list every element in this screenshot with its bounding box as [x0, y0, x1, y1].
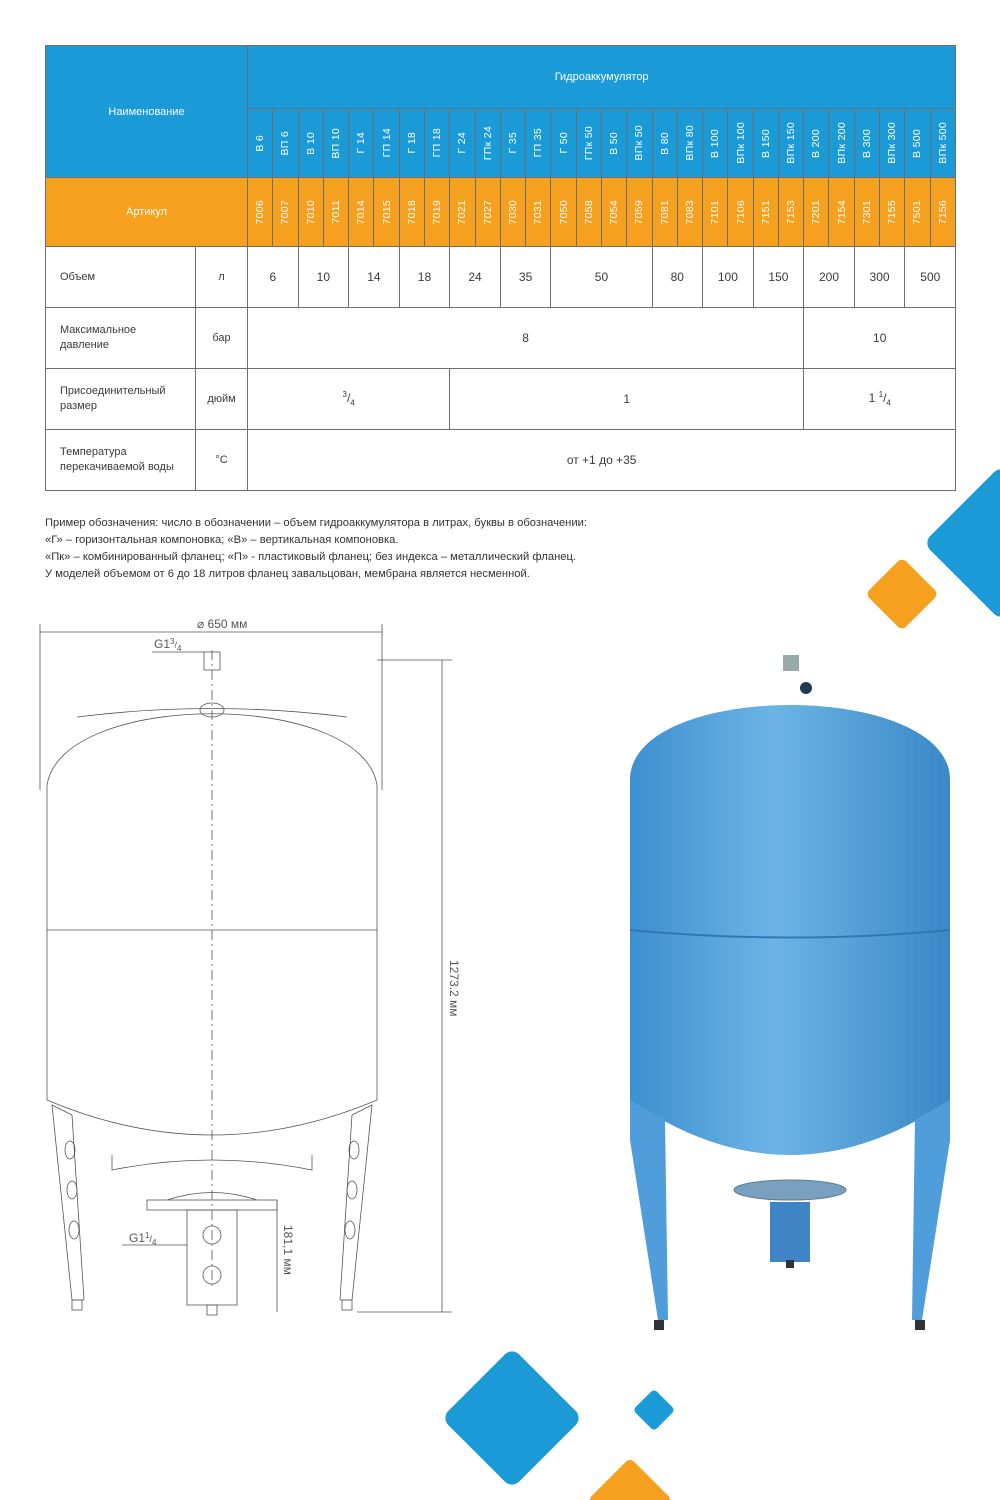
- model-label: В 200: [810, 128, 823, 158]
- model-label: В 50: [608, 131, 621, 155]
- connection-value: $^3/_4$: [248, 369, 450, 430]
- article-header: Артикул: [46, 178, 248, 247]
- temperature-unit: °C: [196, 430, 248, 491]
- connection-den: 4: [350, 398, 355, 408]
- article-label: 7154: [835, 199, 848, 225]
- top-thread-label: $G1^3_{/4}$: [154, 637, 182, 653]
- top-thread-num: 3: [170, 637, 175, 646]
- top-thread-main: G1: [154, 637, 171, 651]
- pressure-label-line-1: Максимальное: [60, 324, 137, 336]
- model-label: ВПк 80: [683, 125, 696, 161]
- diameter-label: ⌀ 650 мм: [197, 617, 248, 631]
- top-thread-den: 4: [176, 644, 182, 653]
- model-label: ГП 14: [380, 128, 393, 158]
- article-label: 7501: [911, 199, 924, 225]
- connection-unit: дюйм: [196, 369, 248, 430]
- bottom-flange: [734, 1180, 846, 1200]
- volume-value: 24: [450, 247, 501, 308]
- bottom-bracket: [770, 1202, 810, 1262]
- article-label: 7081: [658, 199, 671, 225]
- model-label: ГП 18: [431, 128, 444, 158]
- article-label: 7006: [254, 199, 267, 225]
- article-label: 7151: [759, 199, 772, 225]
- model-label: В 80: [658, 131, 671, 155]
- connection-num: 3: [342, 390, 347, 400]
- article-label: 7301: [860, 199, 873, 225]
- note-line: Пример обозначения: число в обозначении – объем гидроаккумулятора в литрах, буквы в обозначении:: [45, 517, 587, 529]
- volume-value: 200: [804, 247, 855, 308]
- article-label: 7153: [785, 199, 798, 225]
- tank-photo: [610, 640, 970, 1340]
- pressure-value: 8: [248, 308, 804, 369]
- model-label: ВПк 100: [734, 122, 747, 164]
- blue-diamond-bottom: [441, 1347, 582, 1488]
- group-header: Гидроаккумулятор: [248, 46, 956, 109]
- connection-whole: 1: [868, 391, 879, 406]
- height-label: 1273.2 мм: [447, 960, 461, 1017]
- bottom-thread-main: G1: [129, 1231, 146, 1245]
- volume-value: 35: [500, 247, 551, 308]
- pressure-unit: бар: [196, 308, 248, 369]
- article-label: 7059: [633, 199, 646, 225]
- volume-value: 10: [298, 247, 349, 308]
- connection-label-line-2: размер: [60, 400, 97, 412]
- volume-value: 500: [905, 247, 956, 308]
- article-label: 7018: [405, 199, 418, 225]
- temperature-value: от +1 до +35: [248, 430, 956, 491]
- technical-drawing: [22, 610, 472, 1330]
- pressure-value: 10: [804, 308, 956, 369]
- volume-value: 50: [551, 247, 652, 308]
- pressure-label-line-2: давление: [60, 339, 110, 351]
- model-label: В 300: [860, 128, 873, 158]
- temperature-label-line-2: перекачиваемой воды: [60, 461, 174, 473]
- model-label: ВПк 50: [633, 125, 646, 161]
- model-label: В 150: [759, 128, 772, 158]
- article-label: 7021: [456, 199, 469, 225]
- article-label: 7019: [431, 199, 444, 225]
- model-label: ВП 6: [279, 130, 292, 156]
- volume-value: 18: [399, 247, 450, 308]
- temperature-label-line-1: Температура: [60, 446, 127, 458]
- volume-value: 80: [652, 247, 703, 308]
- article-label: 7106: [734, 199, 747, 225]
- article-label: 7014: [355, 199, 368, 225]
- article-label: 7058: [582, 199, 595, 225]
- model-label: Г 50: [557, 132, 570, 154]
- connection-label-line-1: Присоединительный: [60, 385, 166, 397]
- model-label: ВПк 200: [835, 122, 848, 164]
- note-line: У моделей объемом от 6 до 18 литров фланец завальцован, мембрана является несменной.: [45, 568, 530, 580]
- name-header: Наименование: [46, 46, 248, 178]
- article-label: 7010: [304, 199, 317, 225]
- model-label: ВПк 500: [936, 122, 949, 164]
- model-label: Г 24: [456, 132, 469, 154]
- model-label: ГП 35: [532, 128, 545, 158]
- volume-unit: л: [196, 247, 248, 308]
- volume-value: 100: [703, 247, 754, 308]
- bottom-thread-den: 4: [151, 1238, 157, 1247]
- left-leg: [630, 1100, 668, 1320]
- article-label: 7011: [330, 200, 342, 224]
- connection-den: 4: [886, 398, 891, 408]
- article-label: 7027: [481, 199, 494, 225]
- article-label: 7083: [683, 199, 696, 225]
- model-label: ВПк 150: [785, 122, 798, 164]
- bottom-height-label: 181,1 мм: [281, 1225, 295, 1275]
- model-label: В 100: [709, 128, 722, 158]
- small-blue-diamond: [633, 1389, 675, 1431]
- article-label: 7101: [709, 199, 722, 225]
- model-label: В 500: [911, 128, 924, 158]
- article-label: 7050: [557, 199, 570, 225]
- top-valve-icon: [783, 655, 799, 671]
- model-label: Г 35: [506, 132, 519, 154]
- note-line: «Пк» – комбинированный фланец; «П» - пластиковый фланец; без индекса – металлический фланец.: [45, 551, 576, 563]
- model-label: Г 18: [405, 132, 418, 154]
- note-line: «Г» – горизонтальная компоновка; «В» – вертикальная компоновка.: [45, 534, 399, 546]
- article-label: 7201: [810, 199, 823, 225]
- article-label: 7054: [608, 199, 621, 225]
- model-label: Г 14: [355, 132, 368, 154]
- model-label: В 10: [304, 131, 317, 155]
- top-plug-icon: [800, 682, 812, 694]
- model-label: В 6: [254, 134, 267, 152]
- article-label: 7015: [380, 199, 393, 225]
- volume-value: 300: [854, 247, 905, 308]
- orange-diamond-right: [865, 557, 939, 631]
- tank-body: [630, 705, 950, 1155]
- article-label: 7007: [279, 199, 292, 225]
- article-label: 7031: [532, 199, 545, 225]
- model-label: ГПк 24: [481, 125, 494, 161]
- bottom-thread-label: $G1^1_{/4}$: [129, 1231, 157, 1247]
- volume-value: 150: [753, 247, 804, 308]
- connection-num: 1: [878, 390, 884, 400]
- connection-value: 1 $^1/_4$: [804, 369, 956, 430]
- model-label: ВПк 300: [886, 122, 899, 164]
- volume-label: Объем: [46, 247, 196, 308]
- orange-diamond-bottom: [588, 1458, 673, 1500]
- model-label: ГПк 50: [582, 125, 595, 161]
- article-label: 7156: [936, 199, 949, 225]
- bottom-thread-num: 1: [145, 1231, 150, 1240]
- volume-value: 6: [248, 247, 299, 308]
- volume-value: 14: [349, 247, 400, 308]
- model-label: ВП 10: [330, 127, 342, 159]
- article-label: 7155: [886, 199, 899, 225]
- connection-whole: 1: [623, 392, 631, 406]
- right-leg: [912, 1100, 950, 1320]
- article-label: 7030: [506, 199, 519, 225]
